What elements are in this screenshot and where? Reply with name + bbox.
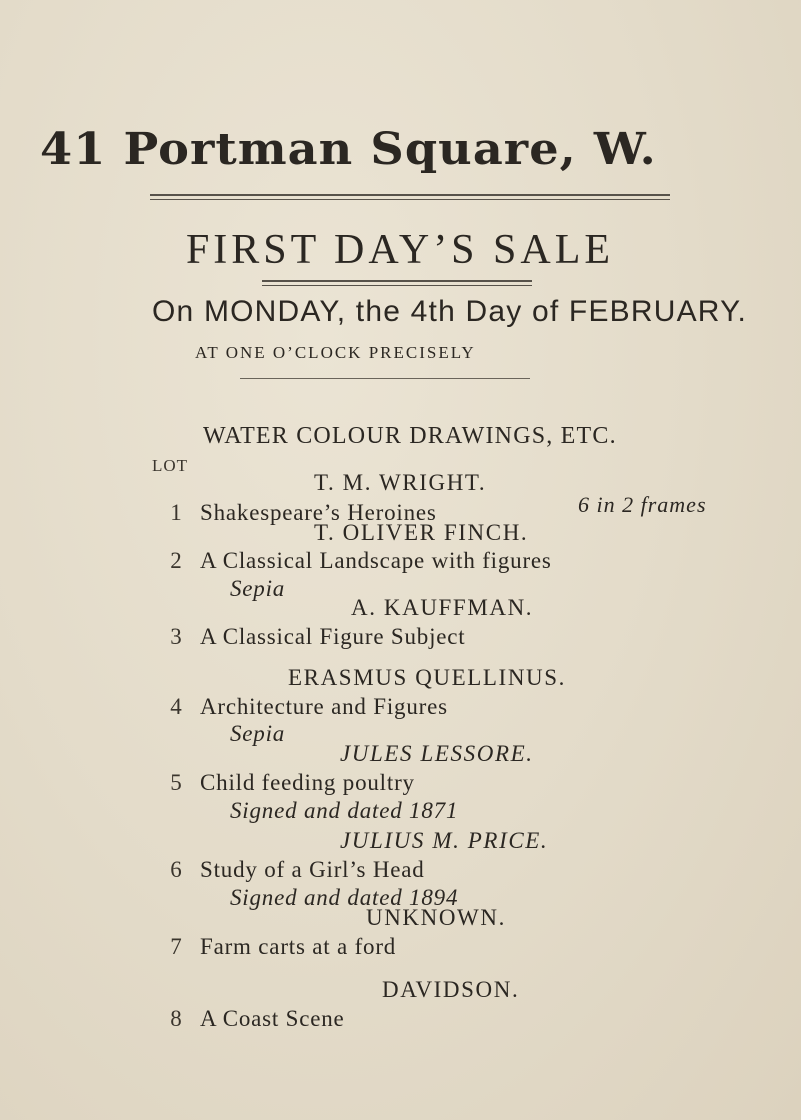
- lot-note: Sepia: [230, 721, 286, 746]
- lot-note: Sepia: [230, 576, 286, 601]
- lot-note: 6 in 2 frames: [578, 492, 707, 517]
- date-divider: [240, 378, 530, 379]
- title-divider: [262, 280, 532, 286]
- lot-artist: ERASMUS QUELLINUS.: [288, 665, 566, 690]
- lot-number: 2: [170, 548, 182, 573]
- lot-artist: T. OLIVER FINCH.: [314, 520, 529, 545]
- sale-time: AT ONE O’CLOCK PRECISELY: [195, 343, 476, 362]
- lot-note: Signed and dated 1871: [230, 798, 459, 823]
- lot-title: A Classical Landscape with figures: [200, 548, 552, 573]
- section-heading: WATER COLOUR DRAWINGS, ETC.: [203, 423, 617, 449]
- lot-artist: UNKNOWN.: [366, 905, 506, 930]
- lot-column-label: LOT: [152, 456, 189, 475]
- lot-number: 4: [170, 694, 182, 719]
- lot-title: Architecture and Figures: [200, 694, 448, 719]
- lot-note: Signed and dated 1894: [230, 885, 459, 910]
- lot-artist: JULIUS M. PRICE.: [340, 828, 549, 853]
- lot-number: 5: [170, 770, 182, 795]
- lot-title: Shakespeare’s Heroines: [200, 500, 437, 525]
- sale-title: FIRST DAY’S SALE: [185, 227, 615, 273]
- lot-artist: T. M. WRIGHT.: [314, 470, 487, 495]
- sale-date: On MONDAY, the 4th Day of FEBRUARY.: [152, 295, 748, 328]
- lot-title: A Classical Figure Subject: [200, 624, 466, 649]
- lot-artist: JULES LESSORE.: [340, 741, 534, 766]
- lot-number: 6: [170, 857, 182, 882]
- lot-number: 7: [170, 934, 182, 959]
- header-address: 41 Portman Square, W.: [40, 124, 657, 175]
- lot-number: 3: [170, 624, 182, 649]
- lot-title: Study of a Girl’s Head: [200, 857, 425, 882]
- lot-title: Child feeding poultry: [200, 770, 415, 795]
- header-divider: [150, 194, 670, 200]
- lot-title: Farm carts at a ford: [200, 934, 397, 959]
- lot-title: A Coast Scene: [200, 1006, 345, 1031]
- lot-artist: A. KAUFFMAN.: [351, 595, 534, 620]
- lot-number: 8: [170, 1006, 182, 1031]
- lot-number: 1: [170, 500, 182, 525]
- lot-artist: DAVIDSON.: [382, 977, 520, 1002]
